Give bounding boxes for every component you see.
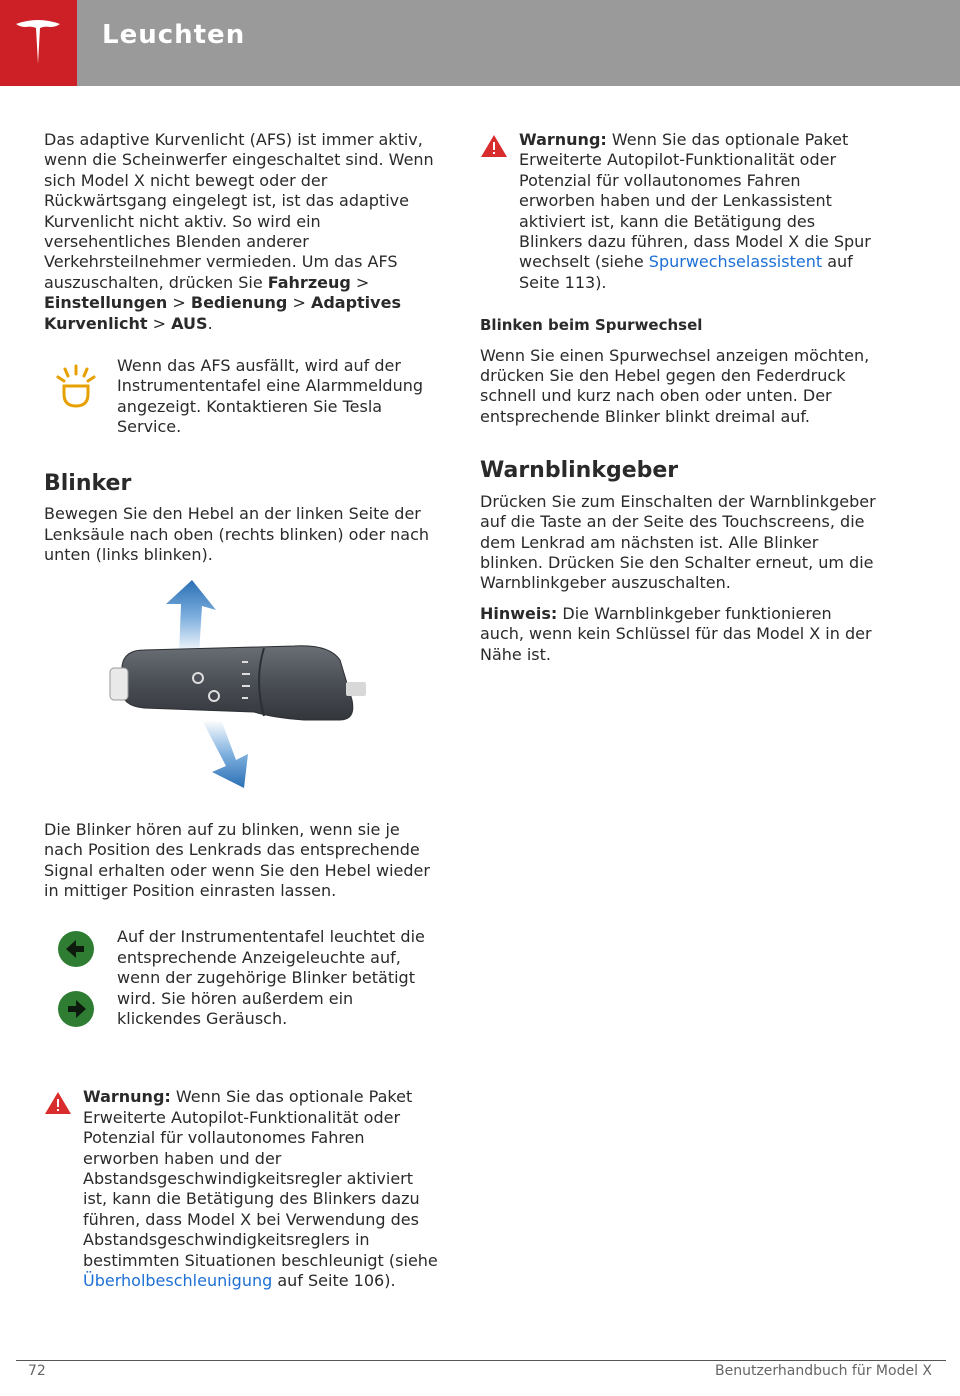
page-header: [0, 0, 960, 86]
brand-logo-box: [0, 0, 77, 86]
blinker-heading: Blinker: [44, 471, 132, 497]
down-arrow-icon: [202, 720, 248, 788]
blinker-stop-text: Die Blinker hören auf zu blinken, wenn sie je nach Position des Lenkrads das entsprechende Signal erhalten oder wenn Sie den Hebel wieder in mittiger Position einrasten lassen.: [44, 819, 430, 900]
afs-fault-note: Wenn das AFS ausfällt, wird auf der Instrumententafel eine Alarmmeldung angezeigt. Kontaktieren Sie Tesla Service.: [44, 356, 442, 440]
menu-path-fahrzeug: Fahrzeug: [267, 272, 351, 292]
hazard-heading: Warnblinkgeber: [480, 458, 679, 484]
menu-path-aus: AUS: [171, 313, 208, 333]
warning-lane-change: Warnung: Wenn Sie das optionale Paket Erweiterte Autopilot-Funktionalität oder Potenzial für vollautonomes Fahren erworben haben und der Lenkassistent aktiviert ist, kann die Betätigung des Blinkers dazu führen, dass Model X die Spur wechselt (siehe Spurwechselassistent auf Seite 113).: [480, 130, 880, 293]
left-turn-indicator-icon: [56, 929, 96, 974]
menu-path-bedienung: Bedienung: [190, 293, 288, 313]
indicator-note: Auf der Instrumententafel leuchtet die entsprechende Anzeigeleuchte auf, wenn der zugehörige Blinker betätigt wird. Sie hören außerdem ein klickendes Geräusch.: [44, 927, 442, 1047]
hazard-text: Drücken Sie zum Einschalten der Warnblinkgeber auf die Taste an der Seite des Touchscreens, die dem Lenkrad am nächsten ist. Alle Blinker blinken. Drücken Sie den Schalter erneut, um die Warnblinkgeber auszuschalten.: [480, 491, 876, 593]
afs-intro: Das adaptive Kurvenlicht (AFS) ist immer aktiv, wenn die Scheinwerfer eingeschaltet sind. Wenn sich Model X nicht bewegt oder der Rückwärtsgang eingelegt ist, ist das adaptive Kurvenlicht nicht aktiv. So wird ein versehentliches Blenden anderer Verkehrsteilnehmer vermieden. Um das AFS auszuschalten, drücken Sie Fahrzeug > Einstellungen > Bedienung > Adaptives Kurvenlicht > AUS.: [44, 130, 434, 333]
lane-change-text: Wenn Sie einen Spurwechsel anzeigen möchten, drücken Sie den Hebel gegen den Federdruck schnell und kurz nach oben oder unten. Der entsprechende Blinker blinkt dreimal auf.: [480, 345, 870, 426]
lane-change-heading: Blinken beim Spurwechsel: [480, 316, 703, 335]
link-ueberholbeschleunigung[interactable]: Überholbeschleunigung: [83, 1270, 273, 1290]
headlight-fault-icon: [56, 364, 96, 415]
turn-signal-lever-illustration: [104, 580, 384, 810]
footer-title: Benutzerhandbuch für Model X: [715, 1363, 932, 1379]
blinker-text: Bewegen Sie den Hebel an der linken Seite der Lenksäule nach oben (rechts blinken) oder nach unten (links blinken).: [44, 504, 429, 565]
left-column: [44, 130, 442, 1291]
link-spurwechselassistent[interactable]: Spurwechselassistent: [648, 252, 823, 272]
up-arrow-icon: [166, 580, 216, 655]
menu-path-einstellungen: Einstellungen: [44, 293, 168, 313]
warning-icon: [44, 1091, 72, 1120]
warning-icon: [480, 134, 508, 163]
warning-acceleration: Warnung: Wenn Sie das optionale Paket Erweiterte Autopilot-Funktionalität oder Potenzial für vollautonomes Fahren erworben haben und der Abstandsgeschwindigkeitsregler aktiviert ist, kann die Betätigung des Blinkers dazu führen, dass Model X bei Verwendung des Abstandsgeschwindigkeitsreglers in bestimmten Situationen beschleunigt (siehe Überholbeschleunigung auf Seite 106).: [44, 1087, 442, 1291]
hazard-hint: Hinweis: Die Warnblinkgeber funktionieren auch, wenn kein Schlüssel für das Model X in der Nähe ist.: [480, 603, 872, 664]
right-turn-indicator-icon: [56, 989, 96, 1034]
page-number: 72: [28, 1363, 46, 1379]
tesla-logo-icon: [10, 14, 66, 70]
turn-signal-lever-figure: [44, 580, 442, 810]
right-column: [480, 130, 880, 665]
page-title: Leuchten: [102, 20, 246, 50]
menu-path-adaptives-kurvenlicht: Adaptives Kurvenlicht: [44, 293, 401, 333]
footer-divider: [16, 1360, 946, 1361]
